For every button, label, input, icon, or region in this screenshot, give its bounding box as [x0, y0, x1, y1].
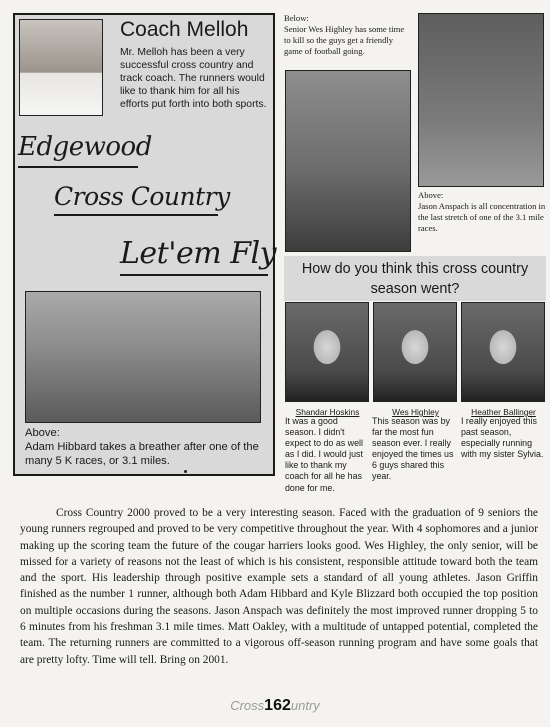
coach-title: Coach Melloh [120, 18, 249, 41]
page-footer [0, 697, 550, 715]
title-letem-fly: Let'em Fly [120, 236, 277, 271]
title-underline [120, 274, 268, 276]
footer-left: Cross [230, 698, 265, 713]
runner-caption: Above: Adam Hibbard takes a breather after one of the many 5 K races, or 3.1 miles. [25, 427, 259, 467]
respondent-name: Shandar Hoskins [295, 407, 360, 417]
respondent-answer: It was a good season. I didn't expect to do as well as I did. I would just like to thank my coach for all he has done for me. [285, 416, 363, 493]
race-caption: Above: Jason Anspach is all concentration in the last stretch of one of the 3.1 mile races. [418, 190, 546, 233]
article-body: Cross Country 2000 proved to be a very interesting season. Faced with the graduation of 9 seniors the young runners regrouped and proved to be very competitive throughout the year. With 4 sophomores and a junior making up the scoring team the future of the cougar harriers looks good. Wes Highley, the only senior, will be missed for a variety of reasons not the least of which is his consistent, responsible attitude toward both the team and the sport. His leadership through positive example sets a standard of all young athletes. Jason Griffin finished as the number 1 runner, although both Adam Hibbard and Kyle Blizzard both occupied the top position on multiple occasions during the seasons. Jason Anspach was definitely the most improved runner dropping 5 to 6 minutes from his freshman 3.1 mile times. Matt Oakley, with a multitude of untapped potential, completed the team. The returning runners are committed to a vigorous off-season running program and have some goals that are pretty lofty. Time will tell. Bring on 2001. [20, 507, 538, 666]
coach-photo [19, 19, 103, 116]
respondent-answer: This season was by far the most fun season ever. I really enjoyed the times us 6 guys shared this year. [372, 416, 454, 482]
respondent-answer: I really enjoyed this past season, especially running with my sister Sylvia. [461, 416, 544, 460]
football-caption: Below: Senior Wes Highley has some time to kill so the guys get a friendly game of football going. [284, 13, 405, 56]
runner-photo [25, 291, 261, 423]
portrait-photo [373, 302, 457, 402]
footer-right: untry [290, 698, 320, 713]
question-heading: How do you think this cross country season went? [301, 261, 529, 297]
title-underline [54, 214, 218, 216]
football-photo [285, 70, 411, 252]
page-number: 162 [264, 697, 291, 714]
portrait-photo [461, 302, 545, 402]
portrait-photo [285, 302, 369, 402]
title-edgewood: Edgewood [18, 132, 152, 162]
respondent-name: Wes Highley [392, 407, 439, 417]
coach-text: Mr. Melloh has been a very successful cross country and track coach. The runners would like to thank him for all his efforts put forth into both sports. [120, 47, 267, 110]
respondent-name: Heather Ballinger [471, 407, 536, 417]
divider-dot [184, 470, 187, 473]
title-underline [18, 166, 138, 168]
title-cross-country: Cross Country [54, 182, 230, 211]
race-photo [418, 13, 544, 187]
